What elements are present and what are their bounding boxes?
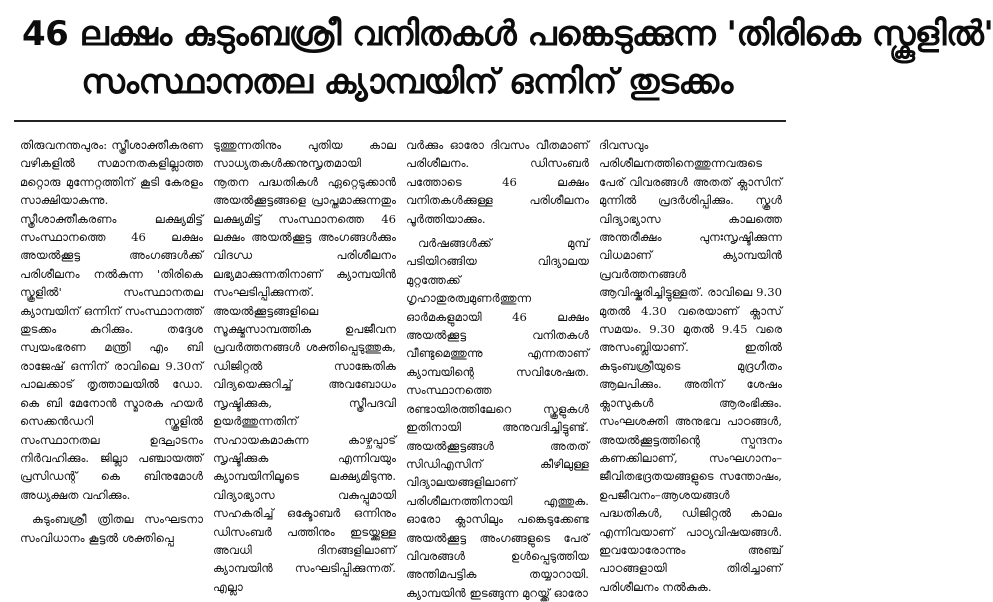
headline: [22, 10, 993, 106]
article-column-1: [20, 136, 204, 545]
article-column-2: [213, 136, 396, 594]
article-body: [20, 136, 782, 600]
article-column-3: [406, 136, 589, 600]
column-3-paragraph-1: വർക്കും ഓരോ ദിവസം വീതമാണ് പരിശീലനം. ഡിസംബർ പത്തോടെ 46 ലക്ഷം വനിതകൾക്കുള്ള പരിശീലനം പൂർത്തിയാക്കും.: [406, 138, 589, 226]
headline-line-2: സംസ്ഥാനതല ക്യാമ്പയിന് ഒന്നിന് തുടക്കം: [81, 62, 733, 102]
column-3-paragraph-2: വർഷങ്ങൾക്ക് മുമ്പ് പടിയിറങ്ങിയ വിദ്യാലയ മുറ്റത്തേക്ക് ഗൃഹാതുരത്വമുണർത്തുന്ന ഓർമകളുമായി 46 ലക്ഷം അയൽക്കൂട്ട വനിതകൾ വീണ്ടുമെത്തുന്നു എന്നതാണ് ക്യാമ്പയിന്റെ സവിശേഷത. സംസ്ഥാനത്തെ രണ്ടായിരത്തിലേറെ സ്കൂളുകൾ ഇതിനായി അനുവദിച്ചിട്ടുണ്ട്. അയൽക്കൂട്ടങ്ങൾ അതത് സിഡിഎസിന് കീഴിലുള്ള വിദ്യാലയങ്ങളിലാണ് പരിശീലനത്തിനായി എത്തുക. ഓരോ ക്ലാസിലും പങ്കെടുക്കേണ്ട അയൽക്കൂട്ട അംഗങ്ങളുടെ പേര് വിവരങ്ങൾ ഉൾപ്പെടുത്തിയ അന്തിമപട്ടിക തയ്യാറായി. ക്യാമ്പയിൻ ഇടങ്ങുന്ന മുറയ്ക്ക് ഓരോ: [406, 236, 589, 600]
article-column-4: [599, 136, 782, 594]
headline-divider: [14, 120, 786, 122]
column-4-paragraph-1: ദിവസവും പരിശീലനത്തിനെത്തുന്നവരുടെ പേര് വിവരങ്ങൾ അതത് ക്ലാസിന് മുന്നിൽ പ്രദർശിപ്പിക്കും. സ്കൂൾ വിദ്യാഭ്യാസ കാലത്തെ അന്തരീക്ഷം പുനഃസൃഷ്ടിക്കുന്ന വിധമാണ് ക്യാമ്പയിൻ പ്രവർത്തനങ്ങൾ ആവിഷ്കരിച്ചിട്ടുള്ളത്. രാവിലെ 9.30 മുതൽ 4.30 വരെയാണ് ക്ലാസ് സമയം. 9.30 മുതൽ 9.45 വരെ അസംബ്ലിയാണ്. ഇതിൽ കുടുംബശ്രീയുടെ മുദ്രഗീതം ആലപിക്കും. അതിന് ശേഷം ക്ലാസുകൾ ആരംഭിക്കും. സംഘശക്തി അനുഭവ പാഠങ്ങൾ, അയൽക്കൂട്ടത്തിന്റെ സ്പന്ദനം കണക്കിലാണ്, സംഘഗാനം–ജീവിതഭദ്രതയങ്ങളുടെ സന്തോഷം, ഉപജീവനം–ആശയങ്ങൾ പദ്ധതികൾ, ഡിജിറ്റൽ കാലം എന്നിവയാണ് പാഠ്യവിഷയങ്ങൾ. ഇവയോരോന്നും അഞ്ച് പാഠങ്ങളായി തിരിച്ചാണ് പരിശീലനം നൽകുക.: [599, 138, 782, 594]
column-1-paragraph-2: കുടുംബശ്രീ ത്രിതല സംഘടനാ സംവിധാനം കൂട്ടൽ ശക്തിപ്പെ: [20, 512, 203, 545]
column-2-paragraph-1: ടുത്തുന്നതിനും പുതിയ കാല സാധ്യതകൾക്കനുസൃതമായി നൂതന പദ്ധതികൾ ഏറ്റെടുക്കാൻ അയൽക്കൂട്ടങ്ങളെ പ്രാപ്തമാക്കുന്നതും ലക്ഷ്യമിട്ട് സംസ്ഥാനത്തെ 46 ലക്ഷം അയൽക്കൂട്ട അംഗങ്ങൾക്കും വിദഗ്ധ പരിശീലനം ലഭ്യമാക്കുന്നതിനാണ് ക്യാമ്പയിൻ സംഘടിപ്പിക്കുന്നത്. അയൽക്കൂട്ടങ്ങളിലെ സൂക്ഷ്മസാമ്പത്തിക ഉപജീവന പ്രവർത്തനങ്ങൾ ശക്തിപ്പെടുത്തുക, ഡിജിറ്റൽ സാങ്കേതിക വിദ്യയെക്കുറിച്ച് അവബോധം സൃഷ്ടിക്കുക, സ്ത്രീപദവി ഉയർത്തുന്നതിന് സഹായകമാകുന്ന കാഴ്ചപ്പാട് സൃഷ്ടിക്കുക എന്നിവയും ക്യാമ്പയിനിലൂടെ ലക്ഷ്യമിടുന്നു. വിദ്യാഭ്യാസ വകുപ്പുമായി സഹകരിച്ച് ഒക്ടോബർ ഒന്നിനും ഡിസംബർ പത്തിനും ഇടയ്ക്കുള്ള അവധി ദിനങ്ങളിലാണ് ക്യാമ്പയിൻ സംഘടിപ്പിക്കുന്നത്. എല്ലാ: [213, 138, 396, 594]
headline-line-1: 46 ലക്ഷം കുടുംബശ്രീ വനിതകൾ പങ്കെടുക്കുന്ന 'തിരികെ സ്കൂളിൽ': [22, 14, 993, 54]
column-1-paragraph-1: തിരുവനന്തപുരം: സ്ത്രീശാക്തീകരണ വഴികളിൽ സമാനതകളില്ലാത്ത മറ്റൊരു മുന്നേറ്റത്തിന് കൂടി കേരളം സാക്ഷിയാകുന്നു. സ്ത്രീശാക്തീകരണം ലക്ഷ്യമിട്ട് സംസ്ഥാനത്തെ 46 ലക്ഷം അയൽക്കൂട്ട അംഗങ്ങൾക്ക് പരിശീലനം നൽകുന്ന 'തിരികെ സ്കൂളിൽ' സംസ്ഥാനതല ക്യാമ്പയിന് ഒന്നിന് സംസ്ഥാനത്ത് തുടക്കം കുറിക്കും. തദ്ദേശ സ്വയംഭരണ മന്ത്രി എം ബി രാജേഷ് ഒന്നിന് രാവിലെ 9.30ന് പാലക്കാട് തൃത്താലയിൽ ഡോ. കെ ബി മേനോൻ സ്മാരക ഹയർ സെക്കൻഡറി സ്കൂളിൽ സംസ്ഥാനതല ഉദ്ഘാടനം നിർവഹിക്കും. ജില്ലാ പഞ്ചായത്ത് പ്രസിഡന്റ് കെ ബിനുമോൾ അധ്യക്ഷത വഹിക്കും.: [20, 138, 204, 502]
